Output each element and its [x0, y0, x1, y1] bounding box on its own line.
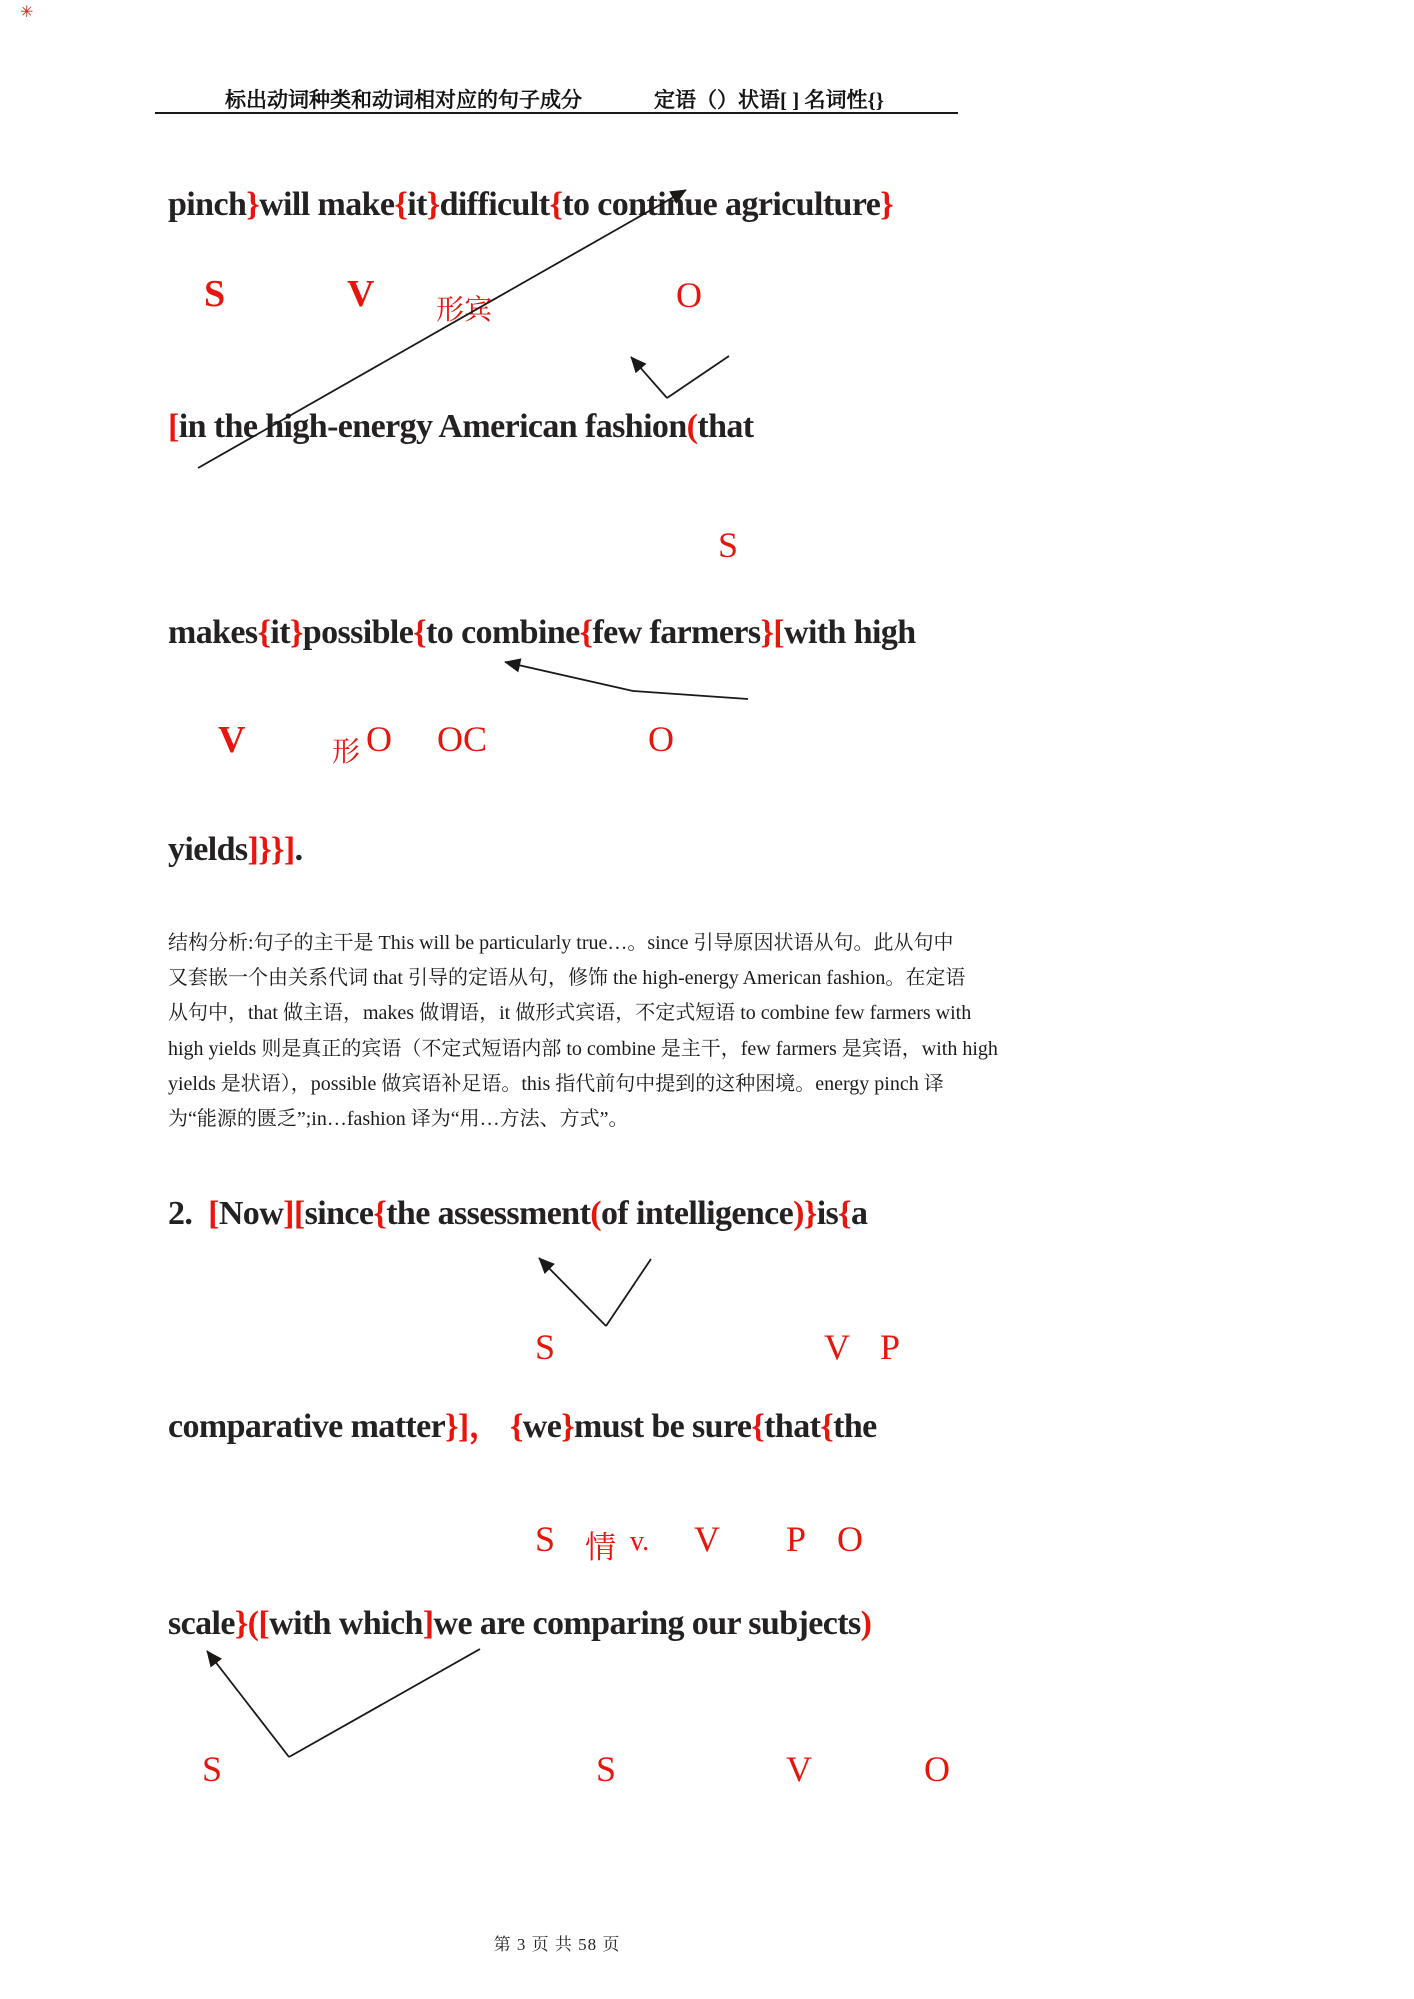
grammar-label-clause-subject: S: [718, 525, 739, 565]
corner-mark: ✳: [20, 4, 34, 21]
grammar-label-subject4: S: [202, 1749, 223, 1789]
grammar-label-verb2: V: [218, 719, 246, 761]
sentence2-line3: scale}([with which]we are comparing our subjects): [168, 1605, 872, 1642]
grammar-label-verb: V: [347, 273, 375, 315]
header-legend: 定语（）状语[ ] 名词性{}: [654, 88, 885, 112]
sentence1-line4: yields]}}].: [168, 831, 303, 868]
grammar-label-verb3: V: [824, 1327, 850, 1367]
grammar-label-object5: O: [924, 1749, 950, 1789]
arrow-scale-right: [289, 1649, 480, 1757]
grammar-label-object3: O: [648, 719, 674, 759]
grammar-label-subject3: S: [535, 1519, 556, 1559]
arrow-scale-left: [207, 1651, 289, 1757]
analysis-line: 又套嵌一个由关系代词 that 引导的定语从句，修饰 the high-energy American fashion。在定语: [168, 967, 966, 990]
grammar-label-modal-v: v.: [630, 1526, 650, 1557]
header-divider: [155, 112, 958, 114]
grammar-label-predicative2: P: [786, 1519, 807, 1559]
grammar-label-subject5: S: [596, 1749, 617, 1789]
arrow-with-high-yields-to-combine: [505, 662, 748, 699]
grammar-label-formal-object: 形宾: [436, 295, 493, 326]
sentence2-line1: 2. [Now][since{the assessment(of intelligence)}is{a: [168, 1195, 868, 1232]
grammar-label-object: O: [676, 275, 702, 315]
arrow-assessment-right: [606, 1259, 651, 1326]
sentence2-line2: comparative matter}]， {we}must be sure{that{the: [168, 1408, 877, 1445]
analysis-line: high yields 则是真正的宾语（不定式短语内部 to combine 是主干，few farmers 是宾语，with high: [168, 1037, 998, 1060]
sentence1-line1: pinch}will make{it}difficult{to continue agriculture}: [168, 186, 894, 223]
analysis-line: 结构分析:句子的主干是 This will be particularly true…。since 引导原因状语从句。此从句中: [168, 932, 954, 954]
page-footer: 第 3 页 共 58 页: [493, 1935, 621, 1954]
analysis-line: 为“能源的匮乏”;in…fashion 译为“用…方法、方式”。: [168, 1107, 629, 1130]
structural-analysis-paragraph: [168, 926, 998, 1137]
sentence1-line3: makes{it}possible{to combine{few farmers}[with high: [168, 614, 916, 651]
grammar-label-verb5: V: [786, 1749, 812, 1789]
arrow-that-clause-left: [631, 357, 667, 398]
grammar-label-object-complement: OC: [437, 719, 488, 759]
sentence1-line2: [in the high-energy American fashion(that: [168, 408, 754, 445]
arrow-that-clause-right: [667, 356, 729, 398]
grammar-label-verb4: V: [694, 1519, 720, 1559]
grammar-label-formal-prefix: 形: [332, 737, 361, 768]
grammar-label-subject2: S: [535, 1327, 556, 1367]
header-instruction: 标出动词种类和动词相对应的句子成分: [225, 88, 582, 112]
grammar-label-object2: O: [366, 719, 392, 759]
grammar-label-subject: S: [204, 273, 226, 315]
grammar-label-object4: O: [837, 1519, 863, 1559]
arrow-assessment-left: [539, 1258, 606, 1326]
grammar-label-predicative: P: [880, 1327, 901, 1367]
grammar-label-modal-cn: 情: [585, 1530, 616, 1565]
analysis-line: yields 是状语），possible 做宾语补足语。this 指代前句中提到的这种困境。energy pinch 译: [168, 1072, 944, 1095]
analysis-line: 从句中，that 做主语，makes 做谓语，it 做形式宾语，不定式短语 to combine few farmers with: [168, 1002, 972, 1025]
